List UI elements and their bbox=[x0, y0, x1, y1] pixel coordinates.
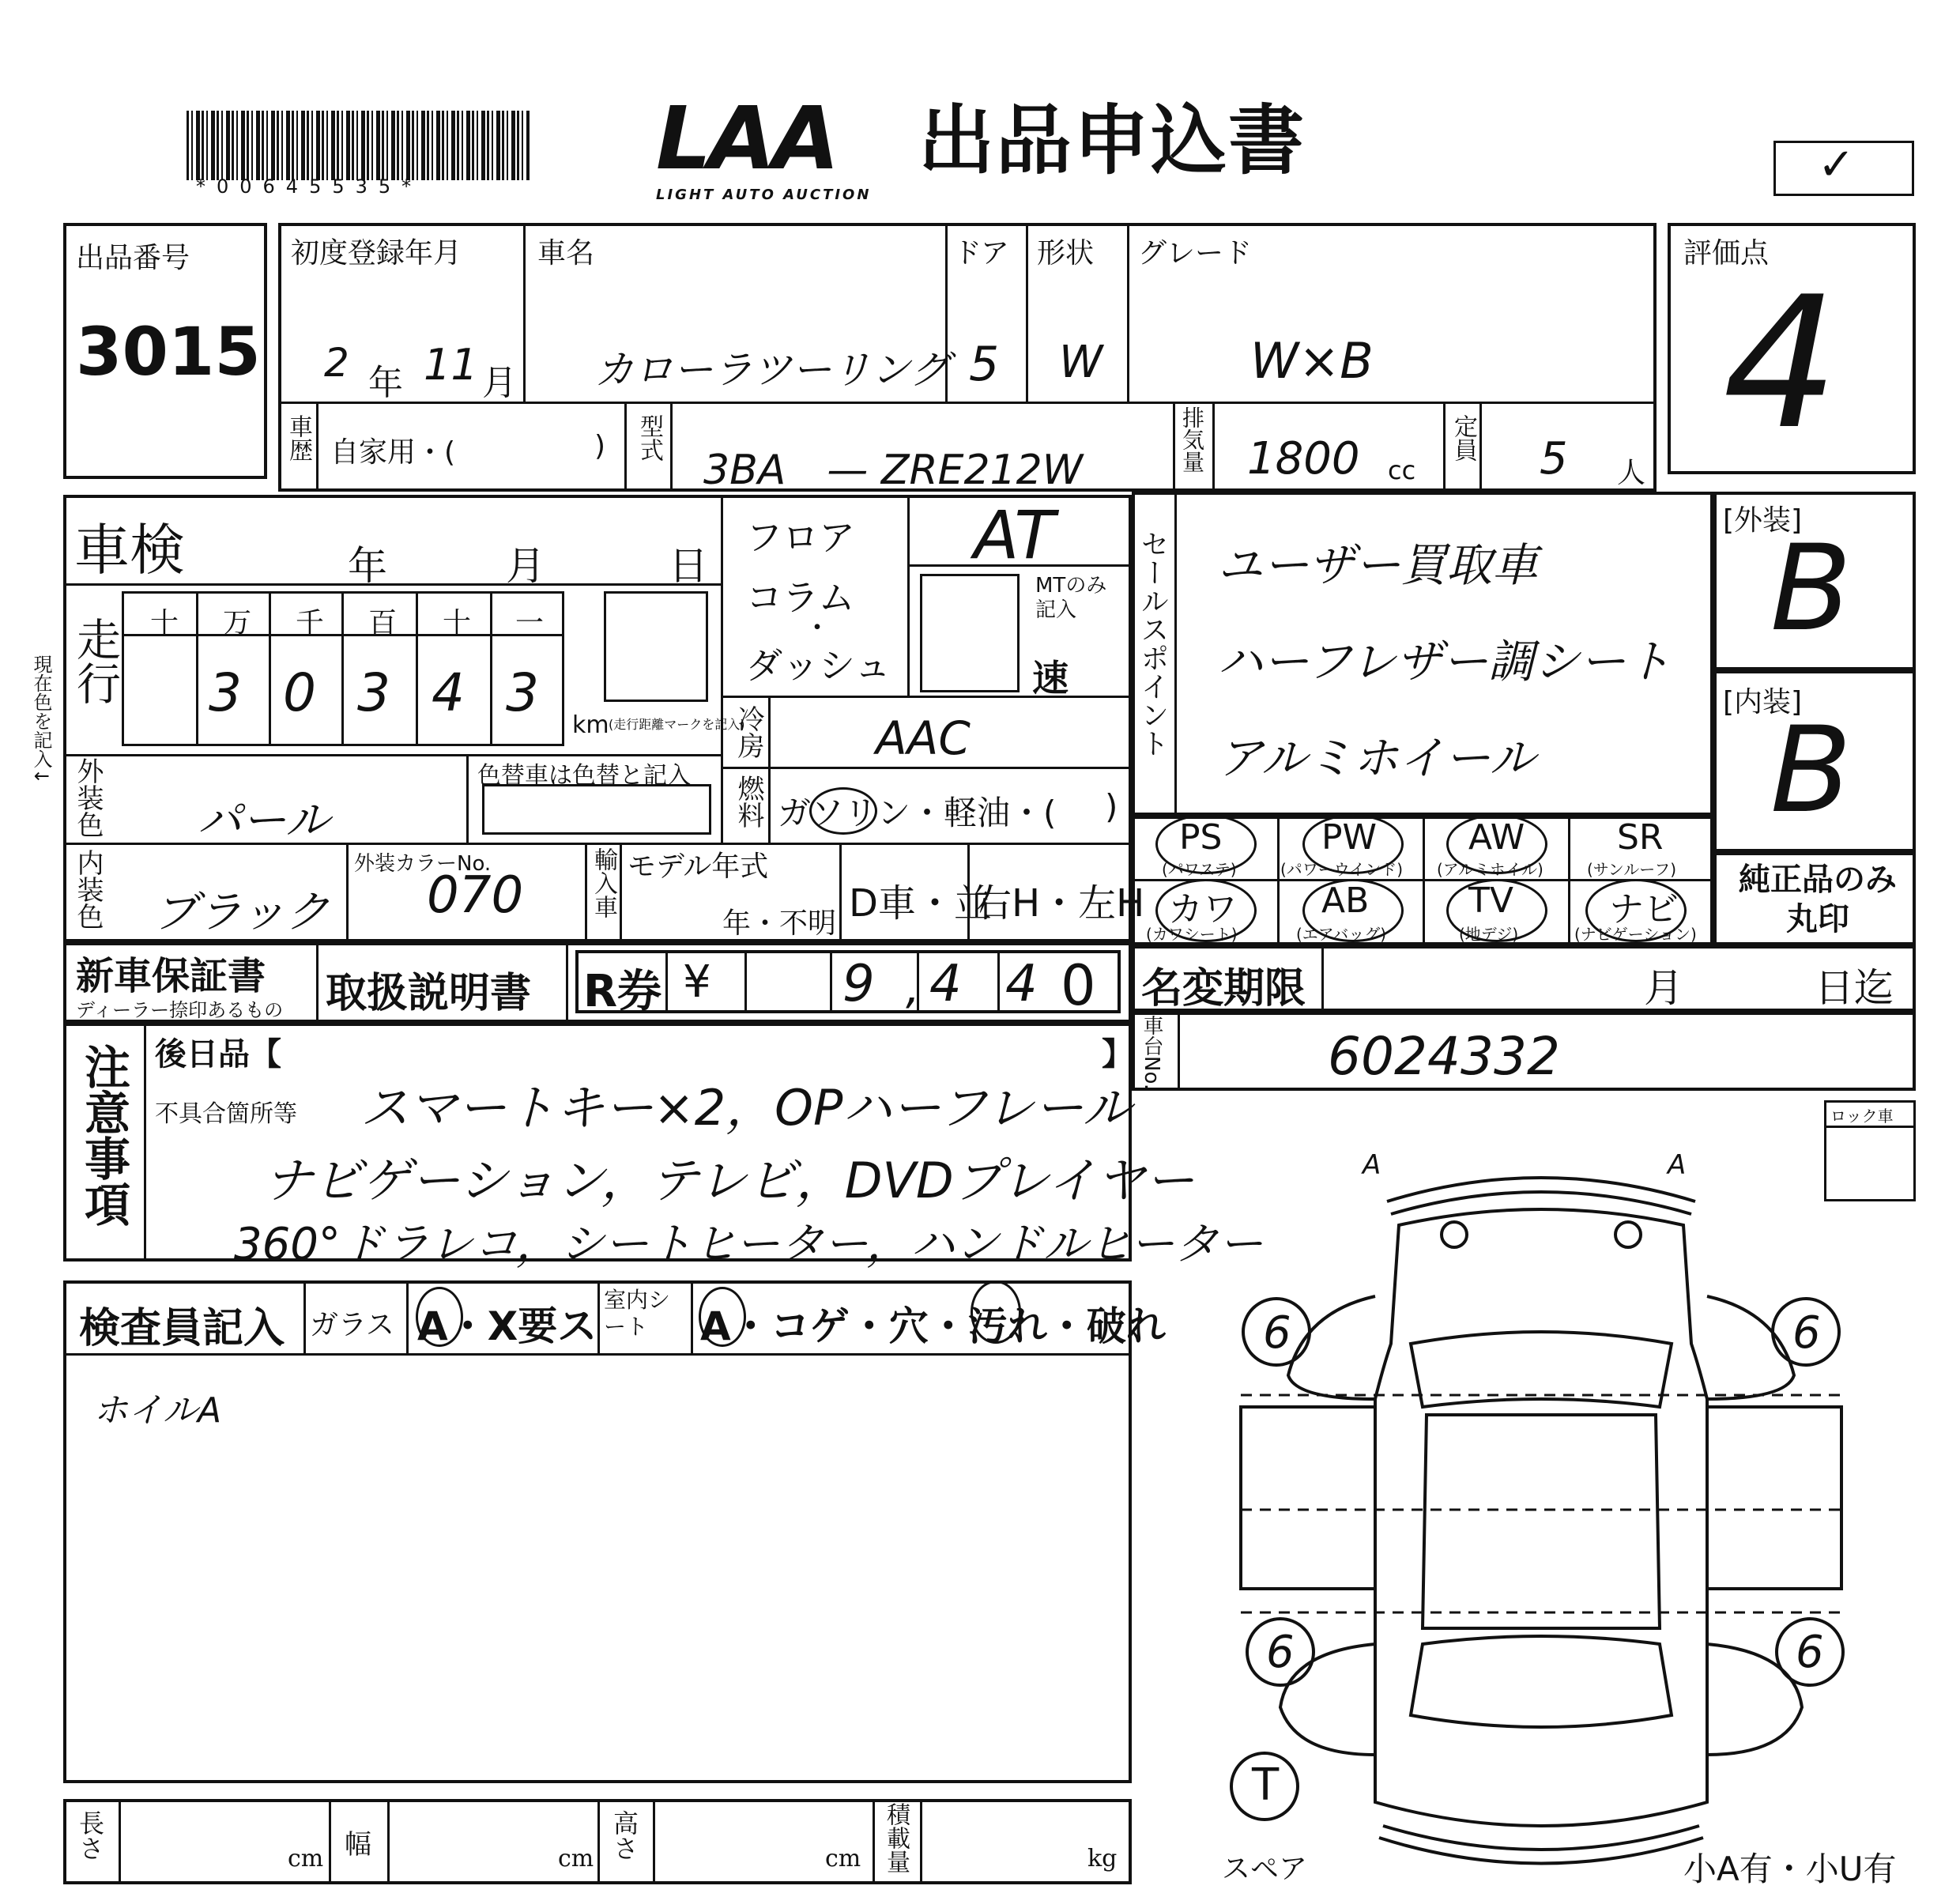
name-change-day: 日迄 bbox=[1815, 965, 1894, 1011]
name-change-month: 月 bbox=[1644, 965, 1683, 1011]
length-unit: cm bbox=[288, 1845, 324, 1872]
shift-dash: ダッシュ bbox=[746, 644, 891, 687]
repaint-box bbox=[482, 784, 711, 835]
lot-label: 出品番号 bbox=[76, 242, 190, 274]
load-unit: kg bbox=[1087, 1845, 1118, 1872]
reg-year-unit: 年 bbox=[368, 363, 403, 403]
recycle-digit-1: 9 bbox=[842, 955, 875, 1013]
equip-navi-sub: (ナビゲーション) bbox=[1574, 925, 1697, 944]
barcode-text: *00645535* bbox=[196, 175, 423, 198]
chassis-value: 6024332 bbox=[1328, 1026, 1560, 1087]
notes-line-2: ナビゲーション，テレビ，DVDプレイヤー bbox=[264, 1152, 1195, 1209]
lock-label: ロック車 bbox=[1830, 1107, 1894, 1126]
load-label: 積載量 bbox=[882, 1802, 910, 1873]
shift-column: コラム bbox=[746, 576, 855, 619]
mileage-digit-6: 3 bbox=[506, 662, 539, 723]
recycle-label: R券 bbox=[583, 966, 662, 1017]
laa-logo: LAA bbox=[656, 88, 837, 189]
handle-options: 右H・左H bbox=[974, 881, 1145, 926]
capacity-unit: 人 bbox=[1617, 457, 1646, 489]
tire-fl: 6 bbox=[1263, 1307, 1291, 1359]
mileage-digit-5: 4 bbox=[432, 662, 465, 723]
door-value: 5 bbox=[969, 337, 1000, 392]
recycle-digit-2: 4 bbox=[929, 955, 962, 1013]
equip-ps: PS bbox=[1179, 817, 1223, 858]
model-year-label: モデル年式 bbox=[628, 850, 769, 883]
equip-aw: AW bbox=[1468, 817, 1525, 858]
barcode bbox=[187, 111, 530, 180]
import-label: 輸入車 bbox=[590, 847, 617, 918]
fuel-options: ガソリン・軽油・( bbox=[778, 794, 1057, 832]
displacement-label: 排気量 bbox=[1179, 406, 1205, 473]
displacement-value: 1800 bbox=[1247, 433, 1360, 485]
sales-line-3: アルミホイール bbox=[1217, 731, 1536, 785]
seat-options: A・コゲ・穴・汚れ・破れ bbox=[700, 1303, 1166, 1349]
page-title: 出品申込書 bbox=[918, 96, 1306, 185]
mt-box bbox=[920, 574, 1020, 692]
mileage-digit-4: 3 bbox=[357, 662, 390, 723]
mileage-unit-6: 一 bbox=[515, 607, 545, 639]
int-grade-label: [内装] bbox=[1723, 686, 1803, 718]
equip-kawa: カワ bbox=[1168, 889, 1238, 930]
equip-navi: ナビ bbox=[1609, 889, 1679, 930]
ext-color-label: 外装色 bbox=[72, 757, 104, 838]
glass-label: ガラス bbox=[310, 1309, 394, 1341]
width-unit: cm bbox=[558, 1845, 594, 1872]
shift-floor: フロア bbox=[746, 516, 855, 559]
int-grade-value: B bbox=[1770, 702, 1852, 839]
mark-a-left: A bbox=[1363, 1149, 1381, 1181]
history-close: ) bbox=[594, 430, 606, 462]
mark-a-right: A bbox=[1668, 1149, 1687, 1181]
history-label: 車歴 bbox=[285, 414, 312, 462]
sales-line-2: ハーフレザー調シート bbox=[1217, 635, 1672, 688]
lot-number: 3015 bbox=[76, 313, 261, 390]
shaken-year: 年 bbox=[348, 543, 387, 589]
km-label: km bbox=[572, 711, 609, 739]
shaken-month: 月 bbox=[506, 543, 545, 589]
glass-options: A・X要ス bbox=[417, 1303, 597, 1349]
equip-ab: AB bbox=[1321, 881, 1370, 921]
notes-line-1: スマートキー×2，OPハーフレール bbox=[360, 1079, 1132, 1137]
mileage-unit-5: 十 bbox=[443, 607, 472, 639]
equip-ab-sub: (エアバッグ) bbox=[1296, 925, 1387, 944]
int-color-label: 内装色 bbox=[72, 849, 104, 930]
chassis-label: 車台No. bbox=[1140, 1015, 1163, 1091]
laa-logo-sub: LIGHT AUTO AUCTION bbox=[656, 187, 872, 203]
inspector-label: 検査員記入 bbox=[79, 1305, 285, 1352]
equip-aw-sub: (アルミホイル) bbox=[1437, 860, 1544, 879]
capacity-value: 5 bbox=[1540, 433, 1568, 485]
later-close: 】 bbox=[1102, 1036, 1133, 1073]
color-no-value: 070 bbox=[427, 866, 524, 925]
equip-pw-sub: (パワーウインド) bbox=[1280, 860, 1404, 879]
shape-label: 形状 bbox=[1037, 237, 1095, 270]
mileage-unit-4: 百 bbox=[368, 607, 398, 639]
color-no-label: 外装カラーNo. bbox=[354, 852, 492, 876]
spare-label: スペア bbox=[1222, 1853, 1308, 1885]
mileage-unit-3: 千 bbox=[296, 607, 325, 639]
width-label: 幅 bbox=[345, 1829, 371, 1861]
recycle-digit-3: 4 bbox=[1005, 955, 1038, 1013]
shaken-label: 車検 bbox=[74, 518, 185, 583]
warranty-sub: ディーラー捺印あるもの bbox=[76, 999, 284, 1021]
mileage-label: 走行 bbox=[70, 617, 121, 705]
reg-month: 11 bbox=[424, 340, 478, 390]
fuel-label: 燃料 bbox=[733, 775, 764, 828]
ext-color-value: パール bbox=[198, 795, 330, 847]
history-options: 自家用・( bbox=[330, 436, 456, 469]
recycle-comma: , bbox=[906, 963, 920, 1014]
dealer-options: D車・並 bbox=[849, 881, 992, 926]
recycle-digit-4: 0 bbox=[1061, 953, 1096, 1018]
sales-line-1: ユーザー買取車 bbox=[1217, 538, 1539, 592]
mileage-mark-box bbox=[604, 591, 708, 702]
km-note: (走行距離マークを記入) bbox=[609, 717, 745, 732]
later-label: 後日品【 bbox=[155, 1036, 281, 1073]
repaint-label: 色替車は色替と記入 bbox=[477, 762, 691, 790]
door-label: ドア bbox=[953, 237, 1009, 270]
mileage-digit-3: 0 bbox=[283, 662, 316, 723]
car-name-label: 車名 bbox=[537, 237, 595, 270]
score-value: 4 bbox=[1723, 258, 1839, 470]
mileage-unit-1: 十 bbox=[150, 607, 179, 639]
bottom-options: 小A有・小U有 bbox=[1683, 1850, 1897, 1888]
equip-pw: PW bbox=[1321, 817, 1378, 858]
warranty-label: 新車保証書 bbox=[76, 954, 266, 998]
grade-label: グレード bbox=[1138, 237, 1253, 270]
reg-year: 2 bbox=[324, 340, 349, 386]
model-value: 3BA — ZRE212W bbox=[703, 447, 1084, 494]
notes-line-3: 360°ドラレコ，シートヒーター，ハンドルヒーター bbox=[234, 1219, 1263, 1270]
grade-value: W×B bbox=[1250, 332, 1374, 390]
model-label: 型式 bbox=[635, 414, 663, 462]
equip-ps-sub: (パワステ) bbox=[1162, 860, 1237, 879]
mt-note: MTのみ記入 bbox=[1035, 574, 1107, 623]
height-unit: cm bbox=[825, 1845, 861, 1872]
shift-value: AT bbox=[974, 496, 1055, 574]
sales-label: セールスポイント bbox=[1136, 530, 1169, 757]
inspector-note: ホイルA bbox=[93, 1390, 222, 1431]
capacity-label: 定員 bbox=[1449, 414, 1477, 462]
height-label: 高さ bbox=[609, 1810, 639, 1861]
car-diagram bbox=[1185, 1138, 1897, 1881]
current-color-note: 現在色を記入↓ bbox=[30, 654, 52, 785]
tire-rr: 6 bbox=[1796, 1627, 1824, 1678]
score-label: 評価点 bbox=[1683, 237, 1770, 270]
shaken-day: 日 bbox=[669, 543, 708, 589]
mileage-unit-2: 万 bbox=[223, 607, 252, 639]
tire-rl: 6 bbox=[1266, 1627, 1295, 1678]
year-unknown: 年・不明 bbox=[722, 907, 837, 940]
equip-sr-sub: (サンルーフ) bbox=[1587, 860, 1677, 879]
equip-kawa-sub: (カワシート) bbox=[1146, 925, 1238, 944]
int-color-value: ブラック bbox=[153, 887, 330, 938]
reg-month-unit: 月 bbox=[482, 363, 517, 403]
ac-value: AAC bbox=[876, 711, 971, 765]
seat-label: 室内シート bbox=[604, 1287, 671, 1340]
ac-label: 冷房 bbox=[733, 705, 764, 759]
speed-label: 速 bbox=[1032, 657, 1069, 700]
yen-sign: ¥ bbox=[683, 956, 711, 1008]
displacement-unit: cc bbox=[1388, 455, 1416, 485]
defects-label: 不具合箇所等 bbox=[155, 1100, 297, 1128]
notes-label: 注意事項 bbox=[77, 1043, 130, 1227]
ext-grade-value: B bbox=[1770, 520, 1852, 658]
fuel-close: ) bbox=[1105, 787, 1118, 826]
length-label: 長さ bbox=[75, 1810, 105, 1861]
reg-label: 初度登録年月 bbox=[291, 237, 462, 270]
manual-label: 取扱説明書 bbox=[326, 970, 532, 1017]
car-name-value: カローラツーリング bbox=[594, 347, 949, 393]
check-mark: ✓ bbox=[1818, 139, 1855, 190]
equip-tv: TV bbox=[1468, 881, 1513, 921]
name-change-label: 名変期限 bbox=[1141, 965, 1306, 1013]
inspector-box bbox=[63, 1280, 1132, 1783]
shift-dot: ・ bbox=[803, 612, 832, 644]
genuine-label: 純正品のみ丸印 bbox=[1739, 862, 1897, 937]
mileage-digit-2: 3 bbox=[209, 662, 242, 723]
equip-sr: SR bbox=[1617, 817, 1664, 858]
shape-value: W bbox=[1059, 337, 1103, 388]
spare-mark: T bbox=[1252, 1759, 1280, 1811]
equip-tv-sub: (地デジ) bbox=[1459, 925, 1519, 944]
ext-grade-label: [外装] bbox=[1723, 504, 1803, 537]
tire-fr: 6 bbox=[1792, 1307, 1821, 1359]
